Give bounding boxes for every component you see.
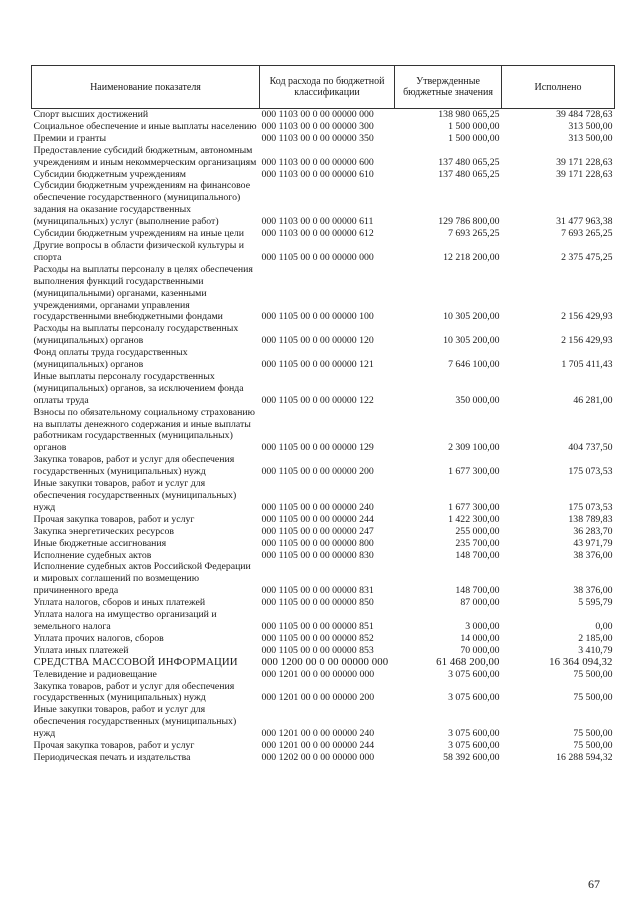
row-code: 000 1103 00 0 00 00000 350 [261,132,374,144]
row-name: Уплата налога на имущество организаций и земельного налога [33,609,217,632]
row-approved: 70 000,00 [460,644,500,656]
row-approved: 1 422 300,00 [448,513,500,525]
table-row [32,323,615,347]
row-executed: 2 156 429,93 [561,311,613,323]
row-executed: 75 500,00 [573,728,613,740]
row-executed: 1 705 411,43 [561,359,613,371]
header-executed: Исполнено [502,66,615,109]
table-row [32,538,615,550]
row-name: Закупка товаров, работ и услуг для обеспечения государственных (муниципальных) нужд [33,454,235,478]
table-row [32,752,615,764]
row-name: Закупка товаров, работ и услуг для обеспечения государственных (муниципальных) нужд [33,680,235,704]
row-executed: 31 477 963,38 [556,216,613,228]
table-row [32,681,615,705]
row-approved: 148 700,00 [455,549,500,561]
table-row [32,609,615,633]
row-code: 000 1105 00 0 00 00000 800 [261,537,374,549]
table-row [32,740,615,752]
row-executed: 75 500,00 [573,668,613,680]
row-executed: 2 185,00 [578,632,613,644]
row-name: Прочая закупка товаров, работ и услуг [33,513,195,525]
row-executed: 75 500,00 [573,740,613,752]
row-code: 000 1201 00 0 00 00000 000 [261,668,375,680]
row-code: 000 1201 00 0 00 00000 240 [261,728,375,740]
row-code: 000 1105 00 0 00 00000 830 [261,549,374,561]
row-approved: 2 309 100,00 [448,442,500,454]
row-name: Взносы по обязательному социальному страхованию на выплаты денежного содержания и иные выплаты работникам государственных (муниципальных) органов [33,406,255,454]
table-row [32,121,615,133]
header-code: Код расхода по бюджетной классификации [260,66,395,109]
row-code: 000 1105 00 0 00 00000 247 [261,525,374,537]
row-executed: 5 595,79 [578,597,613,609]
table-row [32,264,615,324]
row-approved: 137 480 065,25 [438,156,500,168]
row-code: 000 1103 00 0 00 00000 600 [261,156,374,168]
row-executed: 38 376,00 [573,549,613,561]
row-code: 000 1105 00 0 00 00000 851 [261,620,374,632]
row-code: 000 1105 00 0 00 00000 120 [261,335,374,347]
row-approved: 7 646 100,00 [448,359,500,371]
row-executed: 3 410,79 [578,644,613,656]
table-row [32,633,615,645]
row-executed: 46 281,00 [573,394,613,406]
row-executed: 404 737,50 [568,442,613,454]
row-executed: 2 156 429,93 [561,335,613,347]
row-name: Расходы на выплаты персоналу в целях обеспечения выполнения функций государственными (муниципальными) органами, казенными учреждениями, органами управления государственными внебюджетными фондами [33,263,253,323]
table-row [32,669,615,681]
row-executed: 138 789,83 [568,513,613,525]
row-code: 000 1105 00 0 00 00000 121 [261,359,374,371]
table-row [32,645,615,657]
row-code: 000 1105 00 0 00 00000 244 [261,513,374,525]
row-approved: 87 000,00 [460,597,500,609]
table-row [32,561,615,597]
row-name: Иные выплаты персоналу государственных (муниципальных) органов, за исключением фонда оплаты труда [33,370,244,406]
header-approved: Утвержденные бюджетные значения [395,66,502,109]
row-approved: 3 075 600,00 [448,692,500,704]
row-approved: 129 786 800,00 [438,216,500,228]
budget-table [31,65,615,764]
row-name: Исполнение судебных актов Российской Федерации и мировых соглашений по возмещению причиненного вреда [33,561,251,597]
row-name: Иные закупки товаров, работ и услуг для обеспечения государственных (муниципальных) нужд [33,704,237,740]
row-approved: 14 000,00 [460,632,500,644]
row-executed: 0,00 [595,620,613,632]
row-name: Исполнение судебных актов [33,549,152,561]
row-code: 000 1105 00 0 00 00000 000 [261,251,374,263]
row-approved: 235 700,00 [455,537,500,549]
row-code: 000 1103 00 0 00 00000 612 [261,228,374,240]
row-code: 000 1105 00 0 00 00000 852 [261,632,374,644]
table-row [32,597,615,609]
row-name: Уплата прочих налогов, сборов [33,632,164,644]
row-name: Иные бюджетные ассигнования [33,537,167,549]
page-number: 67 [588,877,600,891]
row-approved: 138 980 065,25 [438,109,500,120]
row-code: 000 1105 00 0 00 00000 240 [261,501,374,513]
row-approved: 1 500 000,00 [448,120,500,132]
row-executed: 175 073,53 [568,466,613,478]
row-approved: 58 392 600,00 [443,751,500,763]
table-row [32,228,615,240]
row-name: Телевидение и радиовещание [33,668,157,680]
table-row [32,180,615,228]
row-name: Субсидии бюджетным учреждениям на финансовое обеспечение государственного (муниципального) задания на оказание государственных (муниципальных) услуг (выполнение работ) [33,180,251,228]
row-name: Премии и гранты [33,132,107,144]
row-approved: 255 000,00 [455,525,500,537]
row-approved: 148 700,00 [455,585,500,597]
row-name: Уплата иных платежей [33,644,129,656]
row-name: Фонд оплаты труда государственных (муниципальных) органов [33,347,188,371]
table-row [32,371,615,407]
row-code: 000 1105 00 0 00 00000 850 [261,597,374,609]
row-executed: 175 073,53 [568,501,613,513]
row-executed: 2 375 475,25 [561,251,613,263]
header-name: Наименование показателя [32,66,260,109]
row-code: 000 1201 00 0 00 00000 200 [261,692,375,704]
row-code: 000 1105 00 0 00 00000 200 [261,466,374,478]
row-name: Периодическая печать и издательства [33,751,191,763]
row-approved: 3 075 600,00 [448,668,500,680]
row-executed: 43 971,79 [573,537,613,549]
table-row [32,169,615,181]
row-approved: 1 677 300,00 [448,501,500,513]
row-name: Другие вопросы в области физической культуры и спорта [33,239,245,263]
row-name: Социальное обеспечение и иные выплаты населению [33,120,257,132]
table-row [32,407,615,455]
table-row [32,133,615,145]
table-row [32,109,615,121]
row-approved: 350 000,00 [455,394,500,406]
row-approved: 3 075 600,00 [448,728,500,740]
row-approved: 3 000,00 [465,620,500,632]
row-name: Спорт высших достижений [33,109,149,120]
row-executed: 36 283,70 [573,525,613,537]
table-header [32,66,615,109]
row-code: 000 1200 00 0 00 00000 000 [261,655,389,668]
row-name: Субсидии бюджетным учреждениям на иные цели [33,228,245,240]
row-name: Субсидии бюджетным учреждениям [33,168,186,180]
row-code: 000 1105 00 0 00 00000 122 [261,394,374,406]
row-approved: 1 500 000,00 [448,132,500,144]
row-executed: 7 693 265,25 [561,228,613,240]
row-code: 000 1105 00 0 00 00000 129 [261,442,374,454]
row-executed: 313 500,00 [568,120,613,132]
row-approved: 10 305 200,00 [443,335,500,347]
row-name: Расходы на выплаты персоналу государственных (муниципальных) органов [33,323,239,347]
row-approved: 7 693 265,25 [448,228,500,240]
row-executed: 75 500,00 [573,692,613,704]
row-name: Уплата налогов, сборов и иных платежей [33,597,206,609]
table-row [32,514,615,526]
row-executed: 39 484 728,63 [556,109,613,120]
row-code: 000 1105 00 0 00 00000 853 [261,644,374,656]
row-approved: 1 677 300,00 [448,466,500,478]
table-row [32,526,615,538]
row-code: 000 1103 00 0 00 00000 000 [261,109,374,120]
row-code: 000 1105 00 0 00 00000 831 [261,585,374,597]
row-code: 000 1201 00 0 00 00000 244 [261,740,375,752]
row-code: 000 1202 00 0 00 00000 000 [261,751,375,763]
table-row [32,657,615,669]
row-executed: 39 171 228,63 [556,156,613,168]
row-code: 000 1103 00 0 00 00000 300 [261,120,374,132]
table-row [32,240,615,264]
table-row [32,478,615,514]
row-approved: 3 075 600,00 [448,740,500,752]
row-name: Закупка энергетических ресурсов [33,525,174,537]
table-row [32,145,615,169]
row-name: СРЕДСТВА МАССОВОЙ ИНФОРМАЦИИ [33,655,238,668]
row-name: Предоставление субсидий бюджетным, автономным учреждениям и иным некоммерческим организациям [33,144,257,168]
row-approved: 61 468 200,00 [436,655,500,668]
row-executed: 16 288 594,32 [556,751,613,763]
row-executed: 38 376,00 [573,585,613,597]
row-executed: 16 364 094,32 [549,655,613,668]
row-code: 000 1105 00 0 00 00000 100 [261,311,374,323]
table-row [32,550,615,562]
row-name: Иные закупки товаров, работ и услуг для обеспечения государственных (муниципальных) нужд [33,478,237,513]
table-row [32,347,615,371]
table-row [32,454,615,478]
row-code: 000 1103 00 0 00 00000 610 [261,168,374,180]
row-executed: 39 171 228,63 [556,168,613,180]
row-approved: 10 305 200,00 [443,311,500,323]
row-code: 000 1103 00 0 00 00000 611 [261,216,374,228]
row-executed: 313 500,00 [568,132,613,144]
row-approved: 137 480 065,25 [438,168,500,180]
row-name: Прочая закупка товаров, работ и услуг [33,740,195,752]
row-approved: 12 218 200,00 [443,251,500,263]
table-row [32,704,615,740]
